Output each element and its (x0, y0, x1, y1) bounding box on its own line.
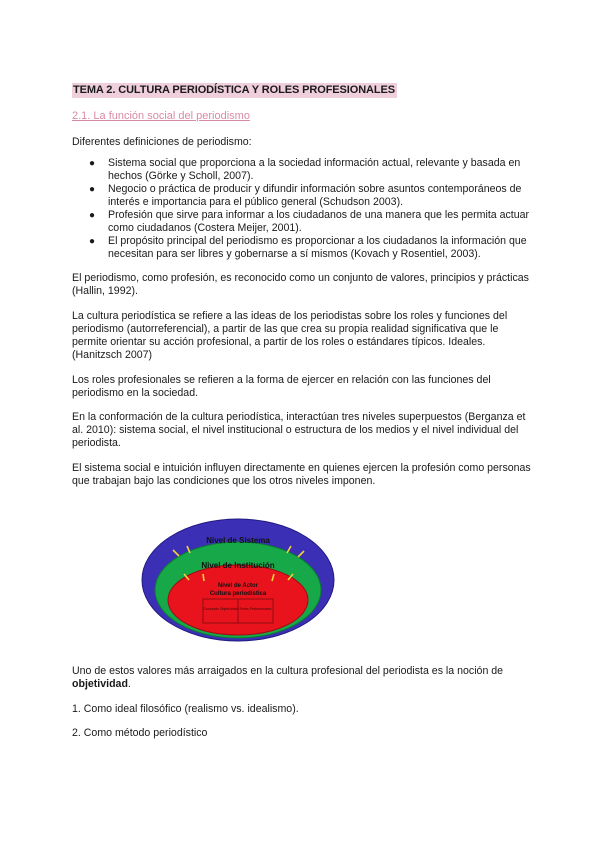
bullet-icon: ● (89, 184, 96, 195)
institution-level-label: Nivel de Institución (201, 561, 275, 570)
paragraph: Uno de estos valores más arraigados en la cultura profesional del periodista es la noción de objetividad. (72, 665, 504, 690)
list-item: ● Profesión que sirve para informar a los ciudadanos de una manera que les permita actuar como ciudadanos (Costera Meijer, 2001). (89, 209, 530, 234)
definitions-list (72, 157, 530, 261)
actor-level-label: Nivel de Actor (217, 583, 259, 589)
paragraph: La cultura periodística se refiere a las ideas de los periodistas sobre los roles y funciones del periodismo (autorreferencial), a partir de las que crea su propia realidad significativa que le permite orientar su acción profesional, a partir de los roles o estándares típicos. Ideales. (Hanitzsch 2007) (72, 310, 508, 361)
system-level-label: Nivel de Sistema (206, 536, 270, 545)
page-title: TEMA 2. CULTURA PERIODÍSTICA Y ROLES PROFESIONALES (73, 84, 395, 96)
paragraph: 1. Como ideal filosófico (realismo vs. idealismo). (72, 703, 299, 715)
bullet-icon: ● (89, 236, 96, 247)
arrow-icon (203, 574, 204, 581)
culture-levels-diagram (141, 518, 335, 642)
highlighted-term: objetividad (72, 678, 128, 690)
list-item: ● El propósito principal del periodismo es proporcionar a los ciudadanos la información que necesitan para ser libres y gobernarse a sí mismos (Kovach y Rosentiel, 2003). (89, 235, 527, 260)
objectivity-box-label: Concepto Objetividad (203, 607, 238, 611)
paragraph: 2. Como método periodístico (72, 727, 208, 739)
paragraph: El sistema social e intuición influyen directamente en quienes ejercen la profesión como personas que trabajan bajo las condiciones que los otros niveles imponen. (72, 462, 531, 487)
section-heading: 2.1. La función social del periodismo (72, 110, 250, 122)
paragraph: Los roles profesionales se refieren a la forma de ejercer en relación con las funciones del periodismo en la sociedad. (72, 374, 491, 399)
culture-label: Cultura periodística (209, 591, 267, 597)
paragraph: El periodismo, como profesión, es reconocido como un conjunto de valores, principios y prácticas (Hallin, 1992). (72, 272, 529, 297)
list-item: ● Sistema social que proporciona a la sociedad información actual, relevante y basada en hechos (Görke y Scholl, 2007). (89, 157, 521, 182)
paragraph: En la conformación de la cultura periodística, interactúan tres niveles superpuestos (Berganza et al. 2010): sistema social, el nivel institucional o estructura de los medios y el nivel individual del periodista. (72, 411, 526, 449)
bullet-icon: ● (89, 158, 96, 169)
roles-box-label: Roles Profesionales (239, 607, 272, 611)
bullet-icon: ● (89, 210, 96, 221)
intro-paragraph: Diferentes definiciones de periodismo: (72, 136, 252, 148)
list-item: ● Negocio o práctica de producir y difundir información sobre asuntos contemporáneos de interés e importancia para el público general (Schudson 2003). (89, 183, 522, 208)
